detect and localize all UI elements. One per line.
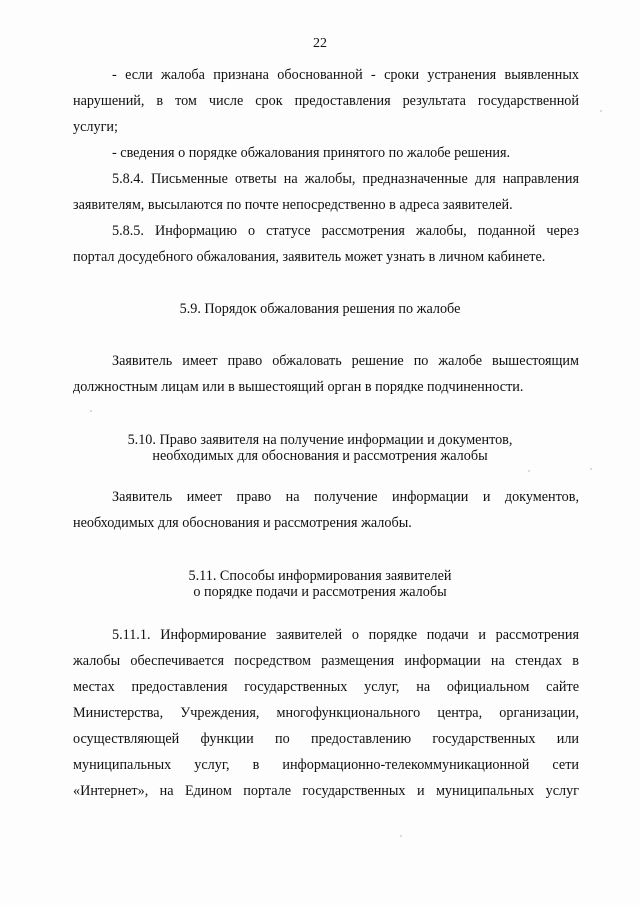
scan-speck (590, 468, 592, 470)
section-heading: 5.11. Способы информирования заявителей (188, 568, 452, 584)
paragraph-line: заявителям, высылаются по почте непосредственно в адреса заявителей. (73, 197, 513, 213)
paragraph-line: необходимых для обоснования и рассмотрения жалобы. (73, 515, 412, 531)
section-heading: необходимых для обоснования и рассмотрения жалобы (152, 448, 488, 464)
paragraph-line: нарушений, в том числе срок предоставления результата государственной (73, 93, 579, 109)
section-heading: о порядке подачи и рассмотрения жалобы (193, 584, 447, 600)
paragraph-line: 5.11.1. Информирование заявителей о порядке подачи и рассмотрения (112, 627, 579, 643)
paragraph-line: - сведения о порядке обжалования принятого по жалобе решения. (112, 145, 511, 161)
scan-speck (400, 835, 402, 837)
paragraph-line: 5.8.5. Информацию о статусе рассмотрения жалобы, поданной через (112, 223, 579, 239)
paragraph-line: муниципальных услуг, в информационно-телекоммуникационной сети (73, 757, 579, 773)
paragraph-line: 5.8.4. Письменные ответы на жалобы, предназначенные для направления (112, 171, 579, 187)
page-number: 22 (313, 36, 327, 51)
paragraph-line: услуги; (73, 119, 118, 135)
paragraph-line: портал досудебного обжалования, заявитель может узнать в личном кабинете. (73, 249, 546, 265)
paragraph-line: Заявитель имеет право обжаловать решение по жалобе вышестоящим (112, 353, 579, 369)
paragraph-line: «Интернет», на Едином портале государственных и муниципальных услуг (73, 783, 579, 799)
paragraph-line: жалобы обеспечивается посредством размещения информации на стендах в (73, 653, 579, 669)
scan-speck (600, 110, 602, 112)
paragraph-line: осуществляющей функции по предоставлению государственных или (73, 731, 579, 747)
paragraph-line: Министерства, Учреждения, многофункционального центра, организации, (73, 705, 579, 721)
scan-speck (90, 410, 92, 412)
scan-speck (528, 470, 530, 472)
paragraph-line: должностным лицам или в вышестоящий орган в порядке подчиненности. (73, 379, 524, 395)
section-heading: 5.10. Право заявителя на получение информации и документов, (127, 432, 513, 448)
paragraph-line: - если жалоба признана обоснованной - сроки устранения выявленных (112, 67, 579, 83)
section-heading: 5.9. Порядок обжалования решения по жалобе (179, 301, 461, 317)
paragraph-line: Заявитель имеет право на получение информации и документов, (112, 489, 579, 505)
paragraph-line: местах предоставления государственных услуг, на официальном сайте (73, 679, 579, 695)
